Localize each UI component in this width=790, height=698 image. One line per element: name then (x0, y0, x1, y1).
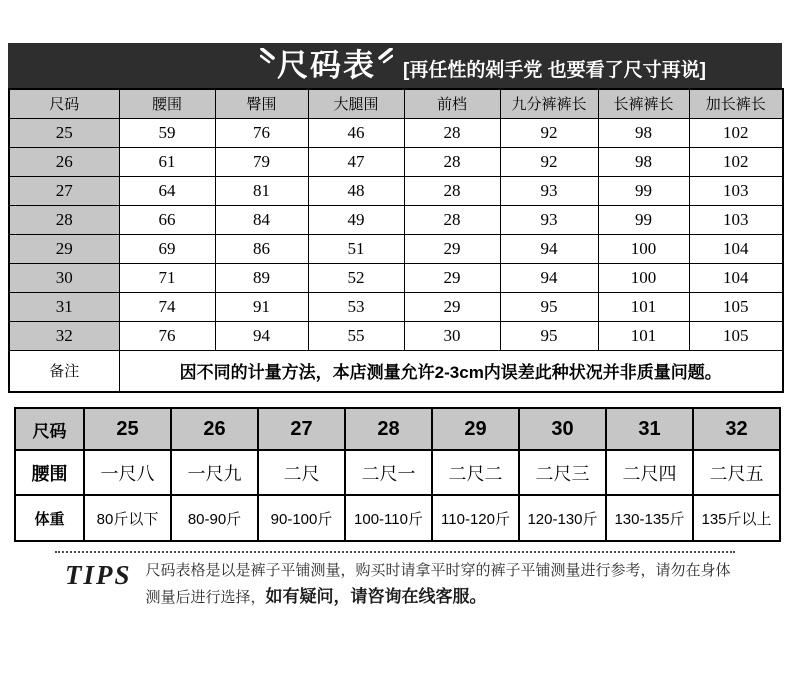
table-row (9, 205, 783, 234)
col-header-size: 尺码 (9, 89, 119, 118)
col-header-waist: 腰围 (119, 89, 215, 118)
title-group (260, 50, 393, 81)
waist-row (15, 450, 780, 495)
conv-col-size: 25 (84, 408, 171, 450)
value-cell: 51 (308, 234, 404, 263)
table-row (9, 234, 783, 263)
value-cell: 81 (215, 176, 308, 205)
size-cell: 30 (9, 263, 119, 292)
note-row (9, 350, 783, 392)
value-cell: 104 (689, 234, 783, 263)
value-cell: 98 (598, 118, 689, 147)
value-cell: 102 (689, 118, 783, 147)
conv-col-size: 29 (432, 408, 519, 450)
table-row (9, 147, 783, 176)
waist-row-label: 腰围 (15, 450, 84, 495)
weight-cell: 80-90斤 (171, 495, 258, 541)
size-measurements-table (8, 88, 784, 393)
conv-col-size: 31 (606, 408, 693, 450)
value-cell: 29 (404, 234, 500, 263)
conv-col-size: 30 (519, 408, 606, 450)
value-cell: 103 (689, 205, 783, 234)
size-cell: 27 (9, 176, 119, 205)
conv-col-size: 32 (693, 408, 780, 450)
col-header-long-length: 长裤裤长 (598, 89, 689, 118)
value-cell: 86 (215, 234, 308, 263)
value-cell: 49 (308, 205, 404, 234)
value-cell: 53 (308, 292, 404, 321)
value-cell: 105 (689, 292, 783, 321)
waist-cell: 二尺一 (345, 450, 432, 495)
value-cell: 92 (500, 147, 598, 176)
size-conversion-table (14, 407, 781, 542)
value-cell: 76 (215, 118, 308, 147)
weight-cell: 130-135斤 (606, 495, 693, 541)
table-header-row (9, 89, 783, 118)
value-cell: 46 (308, 118, 404, 147)
value-cell: 64 (119, 176, 215, 205)
value-cell: 59 (119, 118, 215, 147)
size-chart-title-bar (8, 43, 782, 88)
value-cell: 99 (598, 205, 689, 234)
table-row (9, 292, 783, 321)
table-row (9, 263, 783, 292)
size-cell: 29 (9, 234, 119, 263)
value-cell: 94 (500, 263, 598, 292)
value-cell: 102 (689, 147, 783, 176)
waist-cell: 二尺 (258, 450, 345, 495)
value-cell: 28 (404, 118, 500, 147)
value-cell: 71 (119, 263, 215, 292)
note-label-cell: 备注 (9, 350, 119, 392)
value-cell: 69 (119, 234, 215, 263)
value-cell: 28 (404, 205, 500, 234)
waist-cell: 一尺八 (84, 450, 171, 495)
value-cell: 47 (308, 147, 404, 176)
weight-cell: 120-130斤 (519, 495, 606, 541)
value-cell: 84 (215, 205, 308, 234)
conversion-header-row (15, 408, 780, 450)
col-header-cropped-length: 九分裤裤长 (500, 89, 598, 118)
col-header-front-rise: 前档 (404, 89, 500, 118)
tips-section (55, 551, 735, 610)
weight-cell: 100-110斤 (345, 495, 432, 541)
value-cell: 76 (119, 321, 215, 350)
value-cell: 95 (500, 321, 598, 350)
col-header-thigh: 大腿围 (308, 89, 404, 118)
table-row (9, 176, 783, 205)
value-cell: 52 (308, 263, 404, 292)
value-cell: 29 (404, 263, 500, 292)
value-cell: 103 (689, 176, 783, 205)
waist-cell: 二尺四 (606, 450, 693, 495)
value-cell: 61 (119, 147, 215, 176)
size-cell: 26 (9, 147, 119, 176)
value-cell: 89 (215, 263, 308, 292)
col-header-hip: 臀围 (215, 89, 308, 118)
weight-cell: 135斤以上 (693, 495, 780, 541)
value-cell: 66 (119, 205, 215, 234)
conv-col-size-label: 尺码 (15, 408, 84, 450)
value-cell: 48 (308, 176, 404, 205)
conv-col-size: 28 (345, 408, 432, 450)
weight-cell: 110-120斤 (432, 495, 519, 541)
value-cell: 92 (500, 118, 598, 147)
page-title: 尺码表 (277, 48, 376, 83)
value-cell: 74 (119, 292, 215, 321)
weight-cell: 80斤以下 (84, 495, 171, 541)
value-cell: 94 (500, 234, 598, 263)
value-cell: 29 (404, 292, 500, 321)
size-cell: 25 (9, 118, 119, 147)
size-cell: 28 (9, 205, 119, 234)
weight-row-label: 体重 (15, 495, 84, 541)
value-cell: 100 (598, 263, 689, 292)
value-cell: 28 (404, 176, 500, 205)
value-cell: 93 (500, 176, 598, 205)
value-cell: 101 (598, 292, 689, 321)
value-cell: 100 (598, 234, 689, 263)
value-cell: 91 (215, 292, 308, 321)
value-cell: 94 (215, 321, 308, 350)
waist-cell: 二尺三 (519, 450, 606, 495)
size-cell: 32 (9, 321, 119, 350)
value-cell: 93 (500, 205, 598, 234)
waist-cell: 一尺九 (171, 450, 258, 495)
page-subtitle: [再任性的剁手党 也要看了尺寸再说] (403, 60, 706, 81)
weight-cell: 90-100斤 (258, 495, 345, 541)
value-cell: 95 (500, 292, 598, 321)
col-header-extended-length: 加长裤长 (689, 89, 783, 118)
value-cell: 104 (689, 263, 783, 292)
tips-label: TIPS (65, 560, 132, 590)
value-cell: 30 (404, 321, 500, 350)
value-cell: 55 (308, 321, 404, 350)
weight-row (15, 495, 780, 541)
conv-col-size: 27 (258, 408, 345, 450)
tips-text-bold: 如有疑问，请咨询在线客服。 (265, 587, 487, 606)
tips-text-normal: 尺码表格是以是裤子平铺测量，购买时请拿平时穿的裤子平铺测量进行参考，请勿在身体测量后进行选择， (145, 562, 731, 606)
table-row (9, 118, 783, 147)
value-cell: 105 (689, 321, 783, 350)
table-row (9, 321, 783, 350)
waist-cell: 二尺二 (432, 450, 519, 495)
conv-col-size: 26 (171, 408, 258, 450)
note-text-cell: 因不同的计量方法，本店测量允许2-3cm内误差此种状况并非质量问题。 (119, 350, 783, 392)
value-cell: 79 (215, 147, 308, 176)
sparkle-right-icon (378, 48, 393, 69)
size-cell: 31 (9, 292, 119, 321)
waist-cell: 二尺五 (693, 450, 780, 495)
value-cell: 99 (598, 176, 689, 205)
value-cell: 28 (404, 147, 500, 176)
tips-text (146, 559, 735, 610)
value-cell: 101 (598, 321, 689, 350)
sparkle-left-icon (260, 48, 275, 69)
value-cell: 98 (598, 147, 689, 176)
